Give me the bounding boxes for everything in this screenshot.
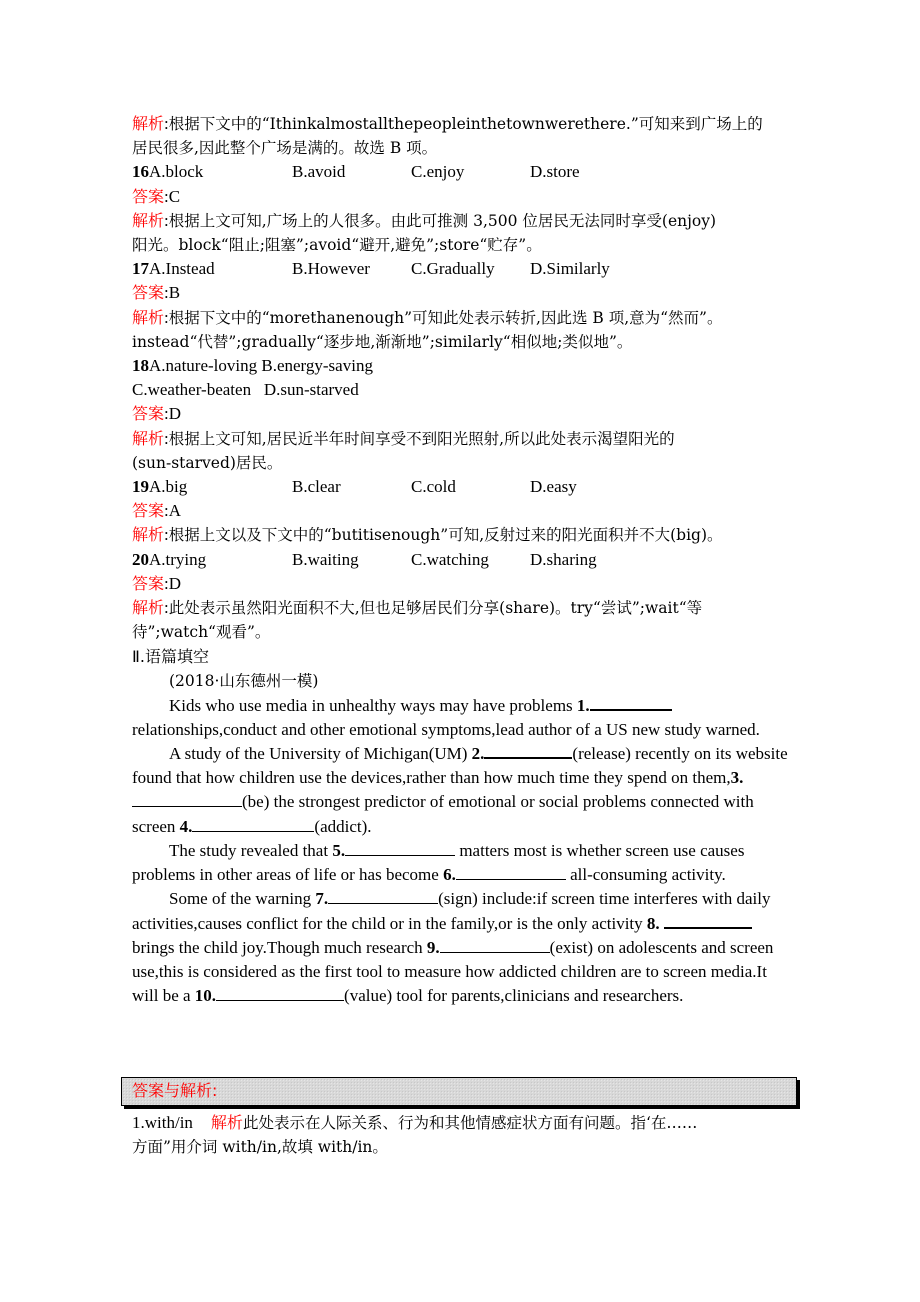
answer-value: B bbox=[168, 283, 181, 303]
answer-value: D bbox=[168, 404, 182, 424]
answer-key-item-cont bbox=[132, 1135, 797, 1159]
question-17 bbox=[132, 257, 797, 281]
option-d: D.store bbox=[530, 162, 580, 182]
analysis-label: 解析 bbox=[132, 114, 165, 133]
question-number: 20 bbox=[132, 549, 149, 569]
analysis-line bbox=[132, 330, 797, 354]
option-a: A.big bbox=[149, 477, 188, 497]
answer-line: 答案:A bbox=[132, 501, 182, 521]
blank-number: 5. bbox=[332, 840, 346, 860]
question-number: 17 bbox=[132, 259, 149, 279]
analysis-text: 待”;watch“观看”。 bbox=[132, 623, 271, 642]
document-body bbox=[132, 112, 797, 1008]
analysis-line bbox=[132, 136, 797, 160]
option-d: D.Similarly bbox=[530, 259, 610, 279]
answer-label: 答案 bbox=[132, 501, 165, 521]
option-c: C.watching bbox=[411, 549, 489, 569]
question-20 bbox=[132, 548, 797, 572]
blank-9[interactable] bbox=[440, 938, 550, 953]
answer-line: 答案:D bbox=[132, 573, 182, 593]
analysis-text: 根据上文以及下文中的“butitisenough”可知,反射过来的阳光面积并不大(big)。 bbox=[168, 526, 723, 545]
option-b: B.avoid bbox=[292, 162, 346, 182]
blank-number: 9. bbox=[426, 937, 440, 957]
answer-value: C bbox=[168, 186, 181, 206]
analysis-line: 解析:根据上文可知,居民近半年时间享受不到阳光照射,所以此处表示渴望阳光的 bbox=[132, 428, 675, 448]
analysis-line bbox=[132, 451, 797, 475]
question-19 bbox=[132, 475, 797, 499]
option-a: A.Instead bbox=[149, 259, 215, 279]
analysis-line: 解析:根据下文中的“morethanenough”可知此处表示转折,因此选 B 项,意为“然而”。 bbox=[132, 307, 723, 327]
options-line-1: A.nature-loving B.energy-saving bbox=[149, 356, 373, 376]
answer-label: 答案 bbox=[132, 186, 165, 206]
analysis-text: 根据上文可知,居民近半年时间享受不到阳光照射,所以此处表示渴望阳光的 bbox=[168, 429, 675, 448]
option-c: C.cold bbox=[411, 477, 456, 497]
analysis-label: 解析 bbox=[132, 307, 165, 327]
option-a: A.block bbox=[149, 162, 204, 182]
blank-6[interactable] bbox=[456, 865, 566, 880]
analysis-text: (sun-starved)居民。 bbox=[132, 453, 283, 472]
question-18 bbox=[132, 354, 797, 378]
option-c: C.Gradually bbox=[411, 259, 495, 279]
analysis-line: 解析:根据上文可知,广场上的人很多。由此可推测 3,500 位居民无法同时享受(enjoy) bbox=[132, 210, 717, 230]
analysis-label: 解析 bbox=[132, 210, 165, 230]
banner-title: 答案与解析: bbox=[132, 1081, 218, 1100]
blank-10[interactable] bbox=[216, 986, 344, 1001]
answer-analysis-banner bbox=[121, 1077, 797, 1106]
analysis-text: 根据下文中的“Ithinkalmostallthepeopleinthetownwerethere.”可知来到广场上的 bbox=[168, 115, 763, 133]
analysis-text: 此处表示虽然阳光面积不大,但也足够居民们分享(share)。try“尝试”;wait“等 bbox=[168, 599, 703, 618]
question-number: 19 bbox=[132, 477, 149, 497]
answer-label: 答案 bbox=[132, 573, 165, 593]
option-a: A.trying bbox=[149, 549, 207, 569]
blank-number: 6. bbox=[443, 865, 456, 885]
answer-key-item bbox=[132, 1111, 797, 1135]
option-b: B.waiting bbox=[292, 549, 359, 569]
blank-number: 2. bbox=[471, 744, 485, 764]
answer-value: D bbox=[168, 573, 182, 593]
analysis-label: 解析 bbox=[210, 1113, 243, 1132]
blank-number: 1. bbox=[576, 695, 590, 715]
analysis-text: 根据下文中的“morethanenough”可知此处表示转折,因此选 B 项,意为“然而”。 bbox=[168, 308, 723, 327]
passage-paragraph-3: The study revealed that 5. matters most is whether screen use causes problems in other areas of life or has become 6. all-consuming activity. bbox=[132, 840, 745, 885]
analysis-line bbox=[132, 620, 797, 644]
question-number: 18 bbox=[132, 356, 149, 376]
question-18-options-2 bbox=[132, 378, 797, 402]
blank-1[interactable] bbox=[590, 695, 672, 711]
section-title: Ⅱ.语篇填空 bbox=[132, 647, 209, 667]
answer-label: 答案 bbox=[132, 404, 165, 424]
blank-number: 10. bbox=[194, 986, 217, 1006]
option-d: D.easy bbox=[530, 477, 577, 497]
answer-value: A bbox=[168, 501, 182, 521]
blank-7[interactable] bbox=[328, 889, 438, 904]
passage-paragraph-2: A study of the University of Michigan(UM) 2. (release) recently on its website found that how children use the devices,rather than how much time they spend on them,3.(be) the strongest predictor of emotional or social problems connected with screen 4. (addict). bbox=[132, 744, 788, 836]
question-number: 16 bbox=[132, 162, 149, 182]
analysis-text: instead“代替”;gradually“逐步地,渐渐地”;similarly“相似地;类似地”。 bbox=[132, 332, 633, 351]
answer-key bbox=[132, 1111, 797, 1159]
analysis-line bbox=[132, 233, 797, 257]
answer-label: 答案 bbox=[132, 283, 165, 303]
option-d: D.sharing bbox=[530, 549, 597, 569]
passage-paragraph-4: Some of the warning 7. (sign) include:if screen time interferes with daily activities,causes conflict for the child or in the family,or is the only activity 8. brings the child joy.Though much research 9. (exist) on adolescents and screen use,this is considered as the first tool to measure how addicted children are to screen media.It will be a 10. (value) tool for parents,clinicians and researchers. bbox=[132, 889, 774, 1006]
blank-number: 8. bbox=[646, 913, 660, 933]
section-source: (2018·山东德州一模) bbox=[169, 672, 319, 691]
answer-line: 答案:D bbox=[132, 404, 182, 424]
blank-5[interactable] bbox=[345, 841, 455, 856]
blank-number: 4. bbox=[179, 816, 193, 836]
blank-number: 3. bbox=[730, 768, 744, 788]
option-b: B.clear bbox=[292, 477, 341, 497]
analysis-label: 解析 bbox=[132, 525, 165, 545]
blank-number: 7. bbox=[315, 889, 329, 909]
analysis-line: 解析:根据下文中的“Ithinkalmostallthepeopleinthetownwerethere.”可知来到广场上的 bbox=[132, 114, 763, 133]
analysis-line: 解析:根据上文以及下文中的“butitisenough”可知,反射过来的阳光面积并不大(big)。 bbox=[132, 525, 723, 545]
passage-paragraph-1: Kids who use media in unhealthy ways may have problems 1. relationships,conduct and other emotional symptoms,lead author of a US new study warned. bbox=[132, 695, 760, 739]
analysis-label: 解析 bbox=[132, 428, 165, 448]
option-c: C.enjoy bbox=[411, 162, 465, 182]
blank-8[interactable] bbox=[664, 913, 752, 929]
analysis-text: 居民很多,因此整个广场是满的。故选 B 项。 bbox=[132, 139, 438, 158]
answer-line: 答案:C bbox=[132, 186, 181, 206]
blank-3[interactable] bbox=[132, 792, 242, 807]
blank-2[interactable] bbox=[484, 743, 572, 759]
blank-4[interactable] bbox=[192, 817, 314, 832]
analysis-text: 根据上文可知,广场上的人很多。由此可推测 3,500 位居民无法同时享受(enjoy) bbox=[168, 211, 717, 230]
answer-key-value: 1.with/in bbox=[132, 1113, 193, 1132]
analysis-label: 解析 bbox=[132, 598, 165, 618]
analysis-text: 阳光。block“阻止;阻塞”;avoid“避开,避免”;store“贮存”。 bbox=[132, 236, 542, 255]
analysis-text: 此处表示在人际关系、行为和其他情感症状方面有问题。指‘在…… bbox=[242, 1114, 698, 1132]
analysis-line: 解析:此处表示虽然阳光面积不大,但也足够居民们分享(share)。try“尝试”;wait“等 bbox=[132, 598, 703, 618]
analysis-text: 方面”用介词 with/in,故填 with/in。 bbox=[132, 1138, 388, 1157]
options-line-2: C.weather-beaten D.sun-starved bbox=[132, 380, 359, 400]
question-16 bbox=[132, 160, 797, 184]
option-b: B.However bbox=[292, 259, 370, 279]
answer-line: 答案:B bbox=[132, 283, 181, 303]
